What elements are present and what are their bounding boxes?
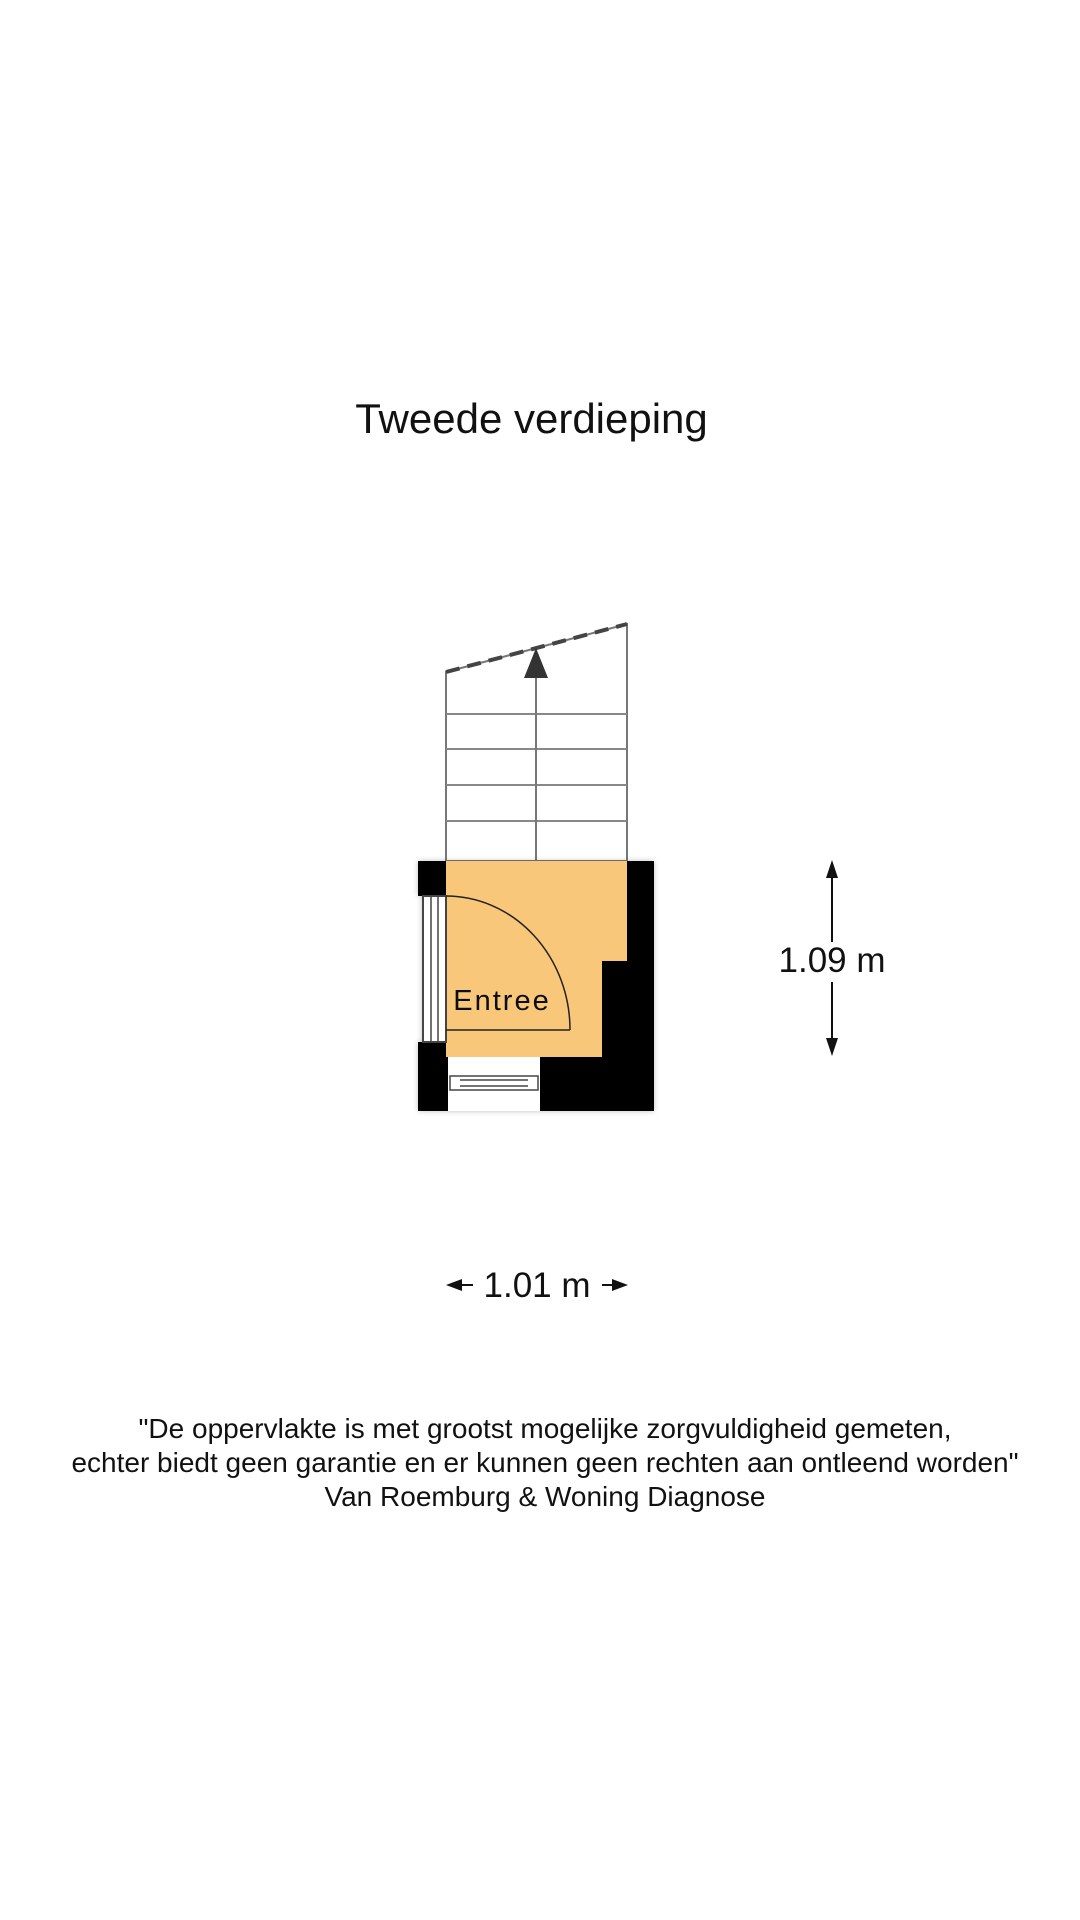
- inner-cupboard: [602, 961, 627, 1057]
- staircase: [446, 624, 627, 861]
- disclaimer: [0, 1412, 1080, 1514]
- arrow-down-icon: [826, 1038, 838, 1056]
- entree-floor: [446, 861, 627, 1057]
- disclaimer-line-2: echter biedt geen garantie en er kunnen geen rechten aan ontleend worden": [71, 1447, 1019, 1478]
- left-window: [423, 896, 446, 1042]
- wall-left-top: [418, 861, 446, 896]
- disclaimer-line-3: Van Roemburg & Woning Diagnose: [324, 1481, 766, 1512]
- width-dimension-label: 1.01 m: [483, 1266, 591, 1305]
- arrow-right-icon: [612, 1279, 628, 1291]
- wall-left-bottom: [418, 1042, 446, 1111]
- wall-bottom-right: [540, 1057, 654, 1111]
- height-dimension-label: 1.09 m: [778, 941, 886, 980]
- disclaimer-line-1: "De oppervlakte is met grootst mogelijke zorgvuldigheid gemeten,: [138, 1413, 952, 1444]
- width-dimension: [446, 1266, 628, 1305]
- entree-room: [418, 861, 654, 1111]
- height-dimension: [779, 860, 886, 1056]
- bottom-threshold: [450, 1076, 538, 1090]
- room-label-entree: Entree: [453, 985, 551, 1017]
- floor-title: Tweede verdieping: [355, 395, 708, 442]
- arrow-up-icon: [826, 860, 838, 878]
